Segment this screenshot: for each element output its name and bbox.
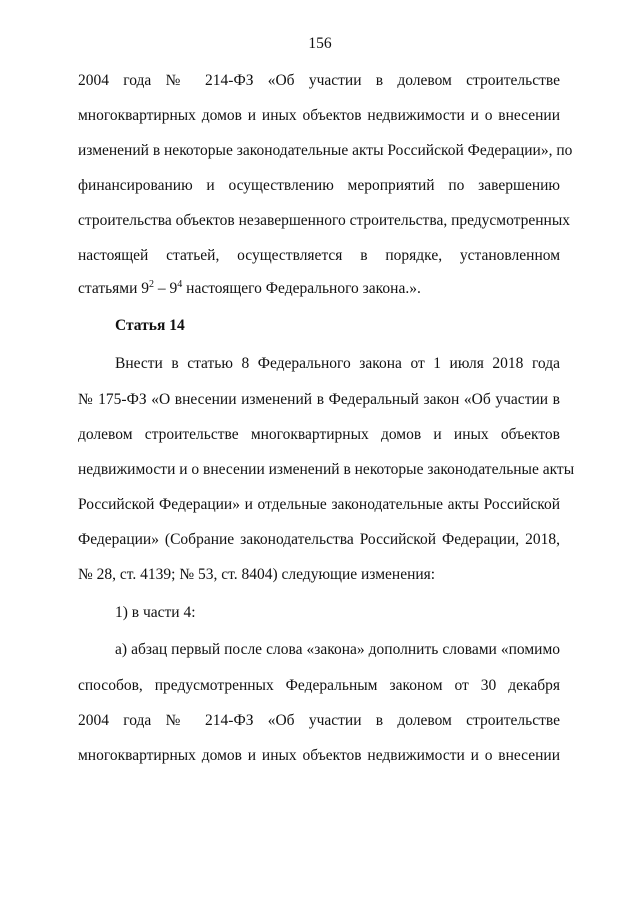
text-line: многоквартирных домов и иных объектов недвижимости и о внесении	[78, 747, 560, 764]
text-fragment: настоящего Федерального закона.».	[182, 280, 421, 297]
text-line: Российской Федерации» и отдельные законодательные акты Российской	[78, 496, 560, 513]
text-line: 2004 года № 214-ФЗ «Об участии в долевом строительстве	[78, 712, 560, 729]
text-line: № 175-ФЗ «О внесении изменений в Федеральный закон «Об участии в	[78, 391, 560, 408]
text-line: 2004 года № 214-ФЗ «Об участии в долевом строительстве	[78, 72, 560, 89]
text-line: недвижимости и о внесении изменений в некоторые законодательные акты	[78, 461, 575, 478]
text-line: многоквартирных домов и иных объектов недвижимости и о внесении	[78, 107, 560, 124]
text-line: а) абзац первый после слова «закона» дополнить словами «помимо	[115, 641, 560, 658]
text-line: изменений в некоторые законодательные акты Российской Федерации», по	[78, 142, 573, 159]
text-line: № 28, ст. 4139; № 53, ст. 8404) следующие изменения:	[78, 566, 436, 583]
page-number: 156	[308, 35, 332, 52]
text-line: способов, предусмотренных Федеральным законом от 30 декабря	[78, 677, 560, 694]
text-line: финансированию и осуществлению мероприятий по завершению	[78, 177, 560, 194]
article-heading: Статья 14	[115, 317, 185, 334]
text-line: Внести в статью 8 Федерального закона от 1 июля 2018 года	[115, 355, 560, 372]
text-line: строительства объектов незавершенного строительства, предусмотренных	[78, 212, 571, 229]
text-line: Федерации» (Собрание законодательства Российской Федерации, 2018,	[78, 531, 560, 548]
text-line-with-superscripts	[78, 279, 560, 299]
list-item: 1) в части 4:	[115, 604, 196, 621]
superscript: 2	[149, 278, 155, 290]
text-line: настоящей статьей, осуществляется в порядке, установленном	[78, 247, 560, 264]
text-fragment: – 9	[154, 280, 178, 297]
superscript: 4	[177, 278, 183, 290]
text-fragment: статьями 9	[78, 280, 150, 297]
text-line: долевом строительстве многоквартирных домов и иных объектов	[78, 426, 560, 443]
